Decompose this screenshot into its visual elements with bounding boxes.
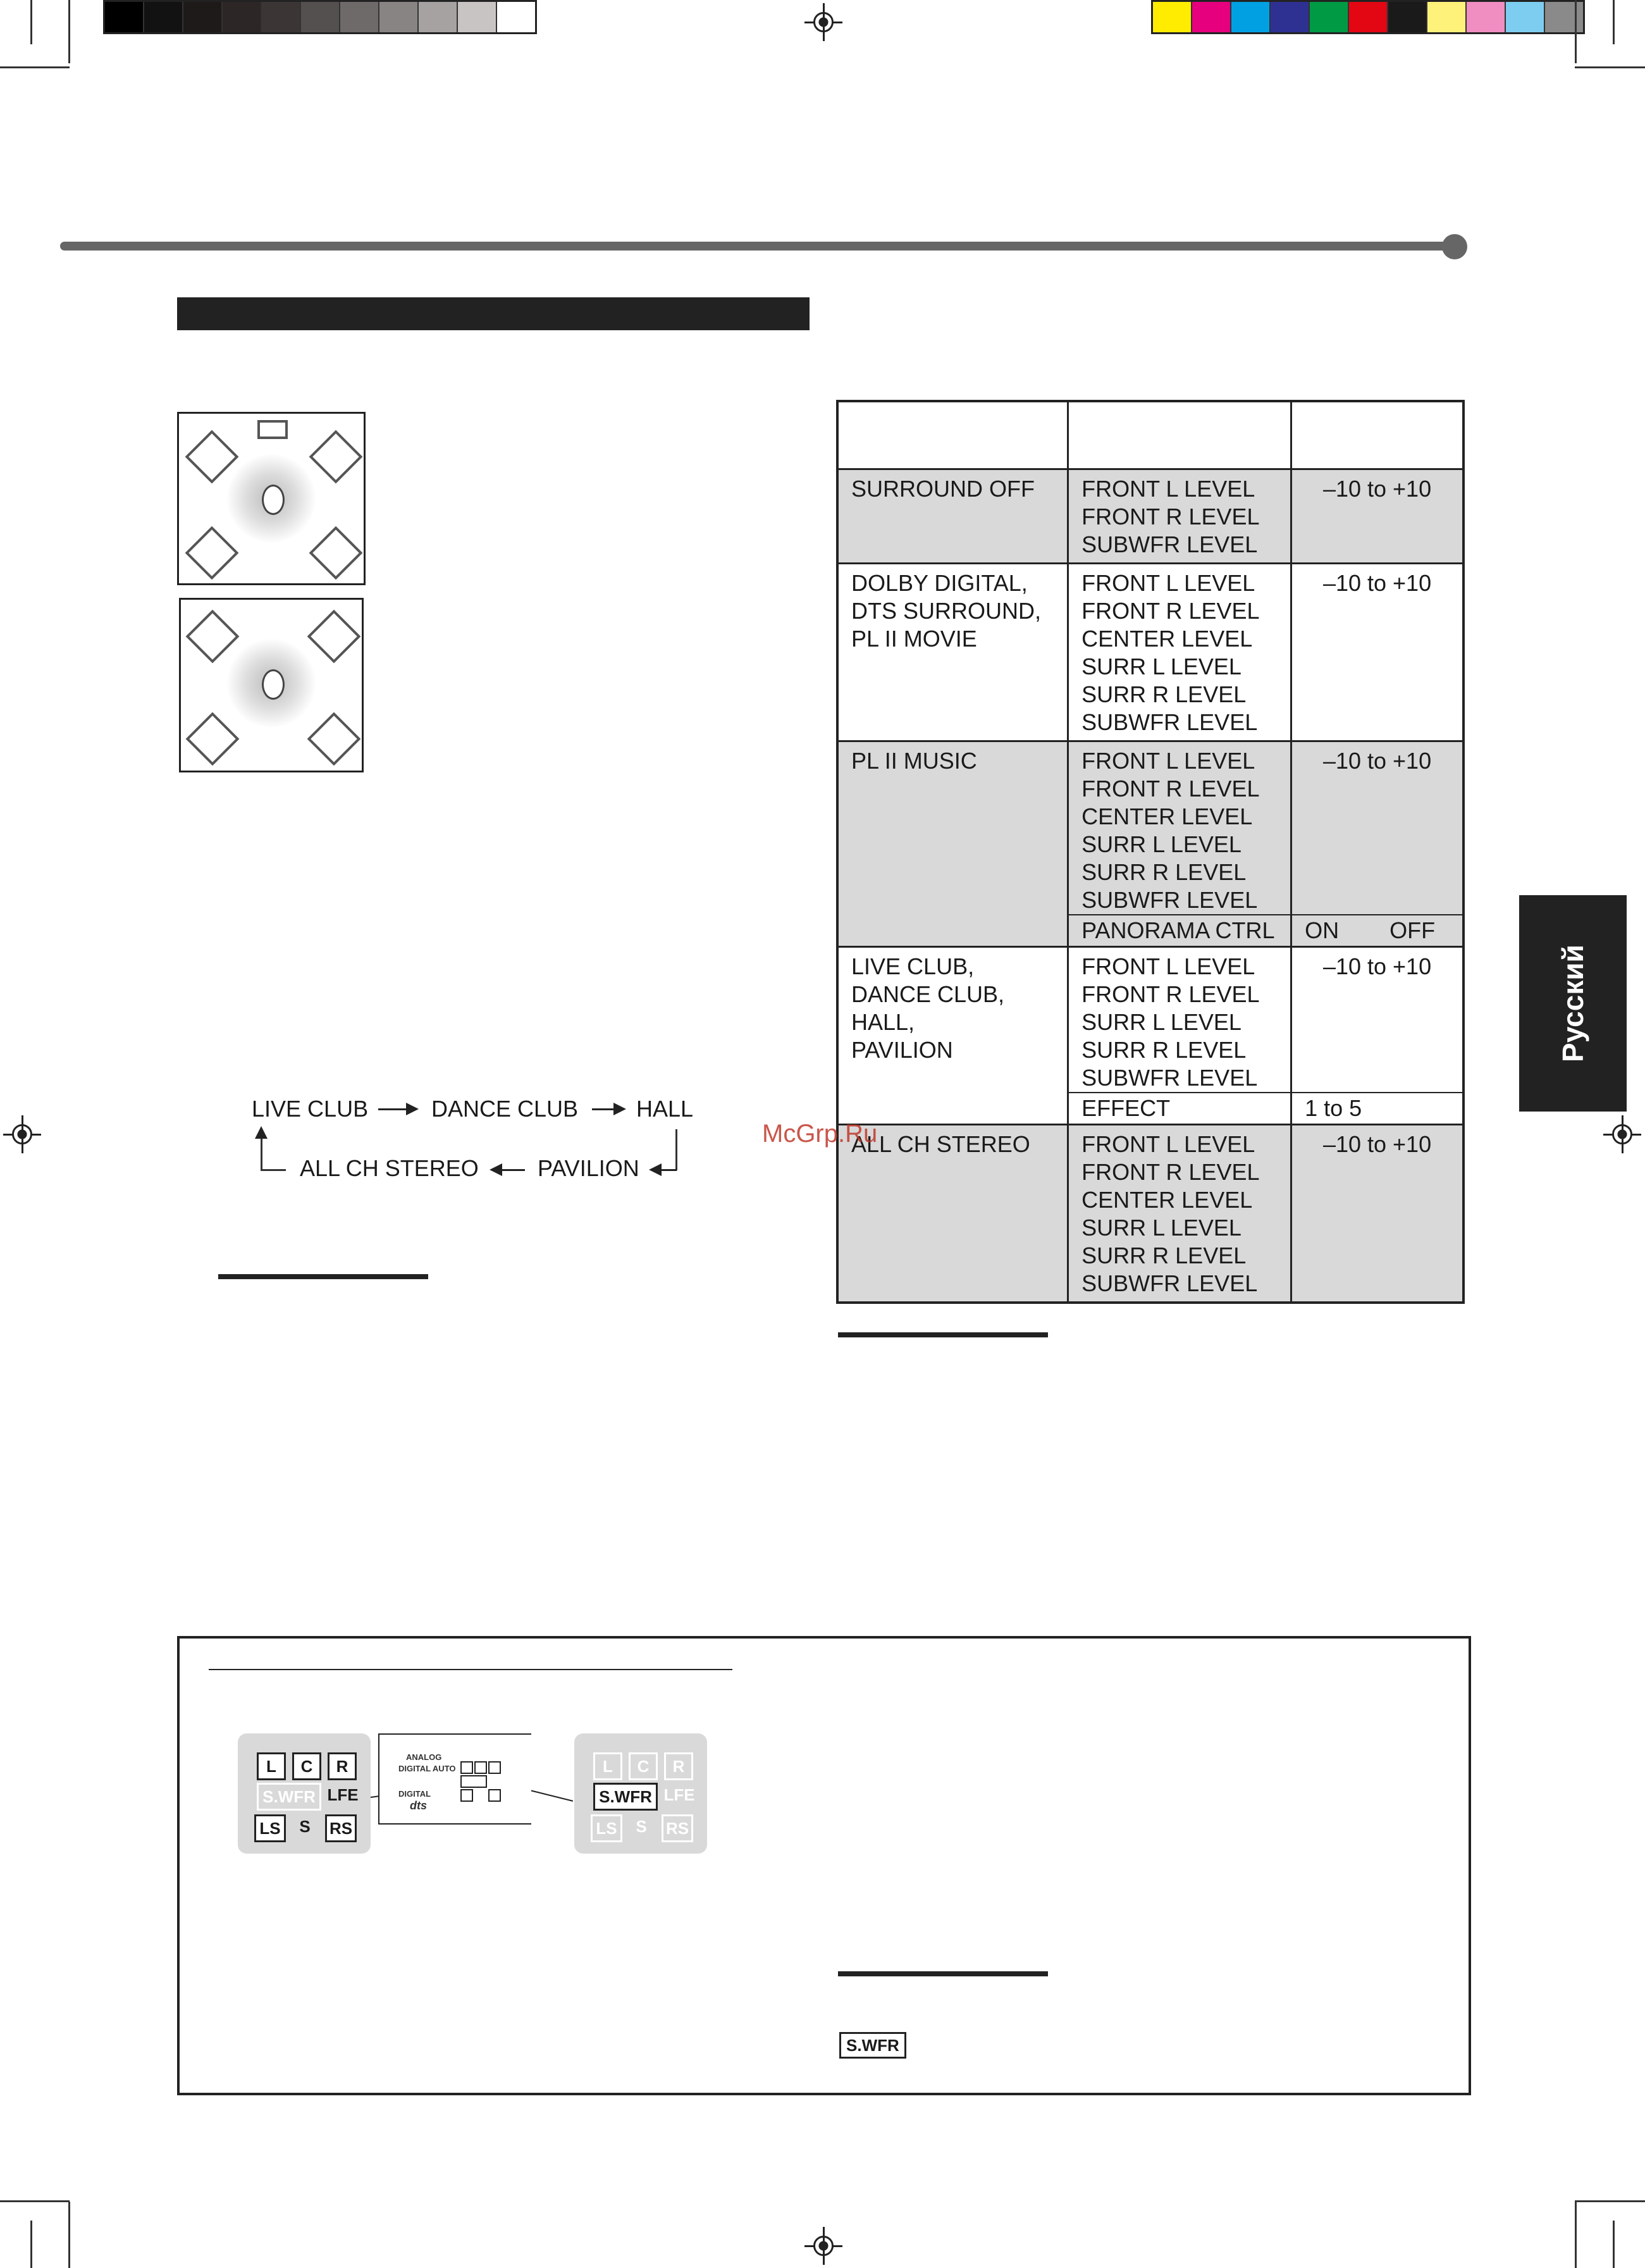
table-row bbox=[837, 1125, 1463, 1303]
table-header-cell bbox=[1068, 401, 1291, 469]
front-left-speaker-icon bbox=[186, 610, 240, 664]
panel-mini-swfr bbox=[460, 1775, 487, 1788]
level-item: SURR R LEVEL bbox=[1081, 1037, 1247, 1063]
gray-swatch bbox=[340, 2, 379, 32]
panel-mini-r bbox=[488, 1761, 501, 1774]
arrow-return-line bbox=[675, 1129, 677, 1170]
table-header-cell bbox=[837, 401, 1068, 469]
indicator-lfe: LFE bbox=[663, 1785, 695, 1804]
flow-pavilion: PAVILION bbox=[538, 1155, 639, 1181]
table-row bbox=[837, 469, 1463, 564]
gray-swatch bbox=[301, 2, 340, 32]
front-left-speaker-icon bbox=[185, 430, 239, 484]
mode-name: SURROUND OFF bbox=[851, 476, 1035, 502]
mode-cell bbox=[837, 564, 1068, 741]
mode-name: PAVILION bbox=[851, 1037, 953, 1063]
speaker-layout-diagram-with-center bbox=[177, 412, 366, 585]
table-row bbox=[837, 564, 1463, 741]
note-box-rule bbox=[209, 1669, 732, 1670]
front-right-speaker-icon bbox=[307, 610, 361, 664]
mode-cell bbox=[837, 741, 1068, 947]
indicator-lfe: LFE bbox=[327, 1785, 359, 1804]
arrow-left-icon bbox=[492, 1169, 525, 1171]
level-item: FRONT R LEVEL bbox=[1081, 504, 1260, 530]
level-item: CENTER LEVEL bbox=[1081, 803, 1253, 829]
range-cell: –10 to +10 bbox=[1291, 1125, 1463, 1303]
panorama-ctrl-label: PANORAMA CTRL bbox=[1068, 915, 1291, 947]
mode-name: DANCE CLUB, bbox=[851, 981, 1005, 1007]
crop-mark bbox=[1613, 2221, 1615, 2268]
section-rule-left bbox=[218, 1274, 428, 1279]
level-item: FRONT L LEVEL bbox=[1081, 476, 1255, 502]
gray-swatch bbox=[379, 2, 419, 32]
range-cell: –10 to +10 bbox=[1291, 564, 1463, 741]
color-swatch bbox=[1388, 2, 1427, 32]
range-cell: –10 to +10 bbox=[1291, 947, 1463, 1093]
gray-swatch bbox=[419, 2, 458, 32]
level-item: SURR L LEVEL bbox=[1081, 654, 1241, 679]
section-title-bar bbox=[177, 297, 810, 330]
crop-mark bbox=[68, 2202, 70, 2268]
indicator-swfr: S.WFR bbox=[257, 1783, 321, 1811]
gray-swatch bbox=[144, 2, 183, 32]
level-item: SUBWFR LEVEL bbox=[1081, 709, 1258, 735]
indicator-l: L bbox=[593, 1752, 622, 1780]
panel-analog: ANALOG bbox=[406, 1752, 442, 1762]
crop-mark bbox=[0, 66, 70, 68]
level-item: CENTER LEVEL bbox=[1081, 626, 1253, 652]
level-item: SUBWFR LEVEL bbox=[1081, 531, 1258, 557]
crop-mark bbox=[1575, 2202, 1577, 2268]
language-tab bbox=[1519, 895, 1627, 1112]
gray-swatch bbox=[223, 2, 262, 32]
level-item: FRONT R LEVEL bbox=[1081, 981, 1260, 1007]
surround-left-speaker-icon bbox=[185, 526, 239, 580]
levels-cell bbox=[1068, 741, 1291, 915]
color-swatch bbox=[1153, 2, 1192, 32]
level-item: CENTER LEVEL bbox=[1081, 1187, 1253, 1213]
note-box bbox=[177, 1636, 1471, 2095]
indicator-l: L bbox=[257, 1752, 286, 1780]
level-item: FRONT L LEVEL bbox=[1081, 1131, 1255, 1157]
panel-mini-ls bbox=[460, 1789, 473, 1802]
language-tab-label: Русский bbox=[1556, 945, 1589, 1062]
crop-mark bbox=[30, 0, 32, 44]
mode-cell bbox=[837, 469, 1068, 564]
range-cell: –10 to +10 bbox=[1291, 741, 1463, 915]
levels-cell bbox=[1068, 947, 1291, 1093]
indicator-c: C bbox=[292, 1752, 321, 1780]
crop-mark bbox=[0, 2200, 70, 2202]
range-cell: –10 to +10 bbox=[1291, 469, 1463, 564]
flow-dance-club: DANCE CLUB bbox=[431, 1096, 579, 1122]
color-swatch bbox=[1192, 2, 1231, 32]
color-swatch bbox=[1271, 2, 1310, 32]
surround-right-speaker-icon bbox=[309, 526, 363, 580]
level-item: FRONT R LEVEL bbox=[1081, 1159, 1260, 1185]
indicator-swfr: S.WFR bbox=[593, 1783, 658, 1811]
indicator-rs: RS bbox=[662, 1814, 693, 1842]
level-item: FRONT R LEVEL bbox=[1081, 776, 1260, 802]
mode-name: DOLBY DIGITAL, bbox=[851, 570, 1028, 596]
indicator-ls: LS bbox=[254, 1814, 286, 1842]
mode-name: PL II MUSIC bbox=[851, 748, 977, 774]
panel-digital-auto: DIGITAL AUTO bbox=[398, 1764, 456, 1773]
panel-mini-c bbox=[474, 1761, 487, 1774]
color-swatch bbox=[1231, 2, 1271, 32]
color-swatch bbox=[1545, 2, 1583, 32]
panorama-ctrl-values bbox=[1291, 915, 1463, 947]
flow-all-ch-stereo: ALL CH STEREO bbox=[300, 1155, 479, 1181]
listener-icon bbox=[227, 639, 316, 728]
crop-mark bbox=[1575, 0, 1577, 63]
arrow-up-icon bbox=[255, 1126, 268, 1139]
indicator-r: R bbox=[328, 1752, 357, 1780]
surround-right-speaker-icon bbox=[307, 712, 361, 766]
center-speaker-icon bbox=[257, 420, 288, 439]
registration-mark-icon bbox=[3, 1115, 41, 1153]
levels-cell bbox=[1068, 469, 1291, 564]
level-item: FRONT L LEVEL bbox=[1081, 570, 1255, 596]
color-swatch bbox=[1427, 2, 1467, 32]
indicator-ls: LS bbox=[591, 1814, 622, 1842]
registration-mark-icon bbox=[1603, 1115, 1641, 1153]
grayscale-bar bbox=[103, 0, 537, 34]
level-item: SUBWFR LEVEL bbox=[1081, 1065, 1258, 1091]
color-swatch bbox=[1310, 2, 1349, 32]
front-display-panel bbox=[378, 1733, 531, 1825]
indicator-rs: RS bbox=[325, 1814, 357, 1842]
registration-mark-icon bbox=[804, 3, 842, 41]
level-item: SURR R LEVEL bbox=[1081, 1242, 1247, 1268]
flow-hall: HALL bbox=[636, 1096, 694, 1122]
section-rule-right bbox=[838, 1332, 1048, 1337]
header-rule bbox=[60, 242, 1455, 251]
crop-mark bbox=[30, 2221, 32, 2268]
channel-indicator-left bbox=[238, 1733, 371, 1854]
mode-name: HALL, bbox=[851, 1009, 915, 1035]
gray-swatch bbox=[262, 2, 301, 32]
effect-value: 1 to 5 bbox=[1291, 1093, 1463, 1125]
adjustable-levels-table bbox=[836, 400, 1465, 1304]
header-rule-end-dot bbox=[1442, 234, 1467, 259]
indicator-r: R bbox=[664, 1752, 693, 1780]
mode-name: LIVE CLUB, bbox=[851, 953, 975, 979]
level-item: SURR L LEVEL bbox=[1081, 831, 1241, 857]
mode-name: DTS SURROUND, bbox=[851, 598, 1042, 624]
section-rule-box bbox=[838, 1971, 1048, 1976]
watermark: McGrp.Ru bbox=[762, 1120, 878, 1148]
front-right-speaker-icon bbox=[309, 430, 363, 484]
crop-mark bbox=[68, 0, 70, 63]
mode-cell bbox=[837, 1125, 1068, 1303]
panel-mini-rs bbox=[488, 1789, 501, 1802]
swfr-badge: S.WFR bbox=[839, 2032, 906, 2059]
levels-cell bbox=[1068, 564, 1291, 741]
level-item: SUBWFR LEVEL bbox=[1081, 1270, 1258, 1296]
gray-swatch bbox=[105, 2, 144, 32]
table-header-row bbox=[837, 401, 1463, 469]
indicator-s: S bbox=[299, 1817, 311, 1836]
mode-name: PL II MOVIE bbox=[851, 626, 977, 652]
surround-left-speaker-icon bbox=[186, 712, 240, 766]
level-item: FRONT R LEVEL bbox=[1081, 598, 1260, 624]
gray-swatch bbox=[458, 2, 497, 32]
arrow-return-line bbox=[261, 1169, 286, 1171]
listener-icon bbox=[227, 454, 316, 543]
level-item: SURR L LEVEL bbox=[1081, 1215, 1241, 1241]
mode-cell bbox=[837, 947, 1068, 1125]
level-item: FRONT L LEVEL bbox=[1081, 953, 1255, 979]
crop-mark bbox=[1613, 0, 1615, 44]
gray-swatch bbox=[183, 2, 223, 32]
level-item: SURR R LEVEL bbox=[1081, 859, 1247, 885]
level-item: SUBWFR LEVEL bbox=[1081, 887, 1258, 913]
level-item: SURR R LEVEL bbox=[1081, 681, 1247, 707]
gray-swatch bbox=[497, 2, 535, 32]
level-item: SURR L LEVEL bbox=[1081, 1009, 1241, 1035]
arrow-return-line bbox=[261, 1139, 262, 1170]
crop-mark bbox=[1575, 66, 1645, 68]
panorama-off: OFF bbox=[1389, 917, 1436, 943]
color-swatch bbox=[1467, 2, 1506, 32]
color-swatch bbox=[1349, 2, 1388, 32]
levels-cell bbox=[1068, 1125, 1291, 1303]
mode-name: ALL CH STEREO bbox=[851, 1131, 1030, 1157]
flow-live-club: LIVE CLUB bbox=[252, 1096, 369, 1122]
table-row bbox=[837, 741, 1463, 915]
registration-mark-icon bbox=[804, 2227, 842, 2265]
arrow-left-icon bbox=[651, 1169, 677, 1171]
panel-mini-l bbox=[460, 1761, 473, 1774]
panel-digital: DIGITAL bbox=[398, 1789, 431, 1799]
table-header-cell bbox=[1291, 401, 1463, 469]
table-row bbox=[837, 947, 1463, 1093]
panel-dts-logo: dts bbox=[410, 1799, 427, 1812]
indicator-c: C bbox=[629, 1752, 658, 1780]
speaker-layout-diagram-without-center bbox=[179, 598, 364, 772]
effect-label: EFFECT bbox=[1068, 1093, 1291, 1125]
arrow-right-icon bbox=[592, 1108, 624, 1110]
panorama-on: ON bbox=[1305, 917, 1340, 943]
color-swatch bbox=[1506, 2, 1545, 32]
channel-indicator-right bbox=[574, 1733, 707, 1854]
crop-mark bbox=[1575, 2200, 1645, 2202]
arrow-right-icon bbox=[378, 1108, 416, 1110]
level-item: FRONT L LEVEL bbox=[1081, 748, 1255, 774]
color-bar bbox=[1151, 0, 1585, 34]
indicator-s: S bbox=[636, 1817, 647, 1836]
